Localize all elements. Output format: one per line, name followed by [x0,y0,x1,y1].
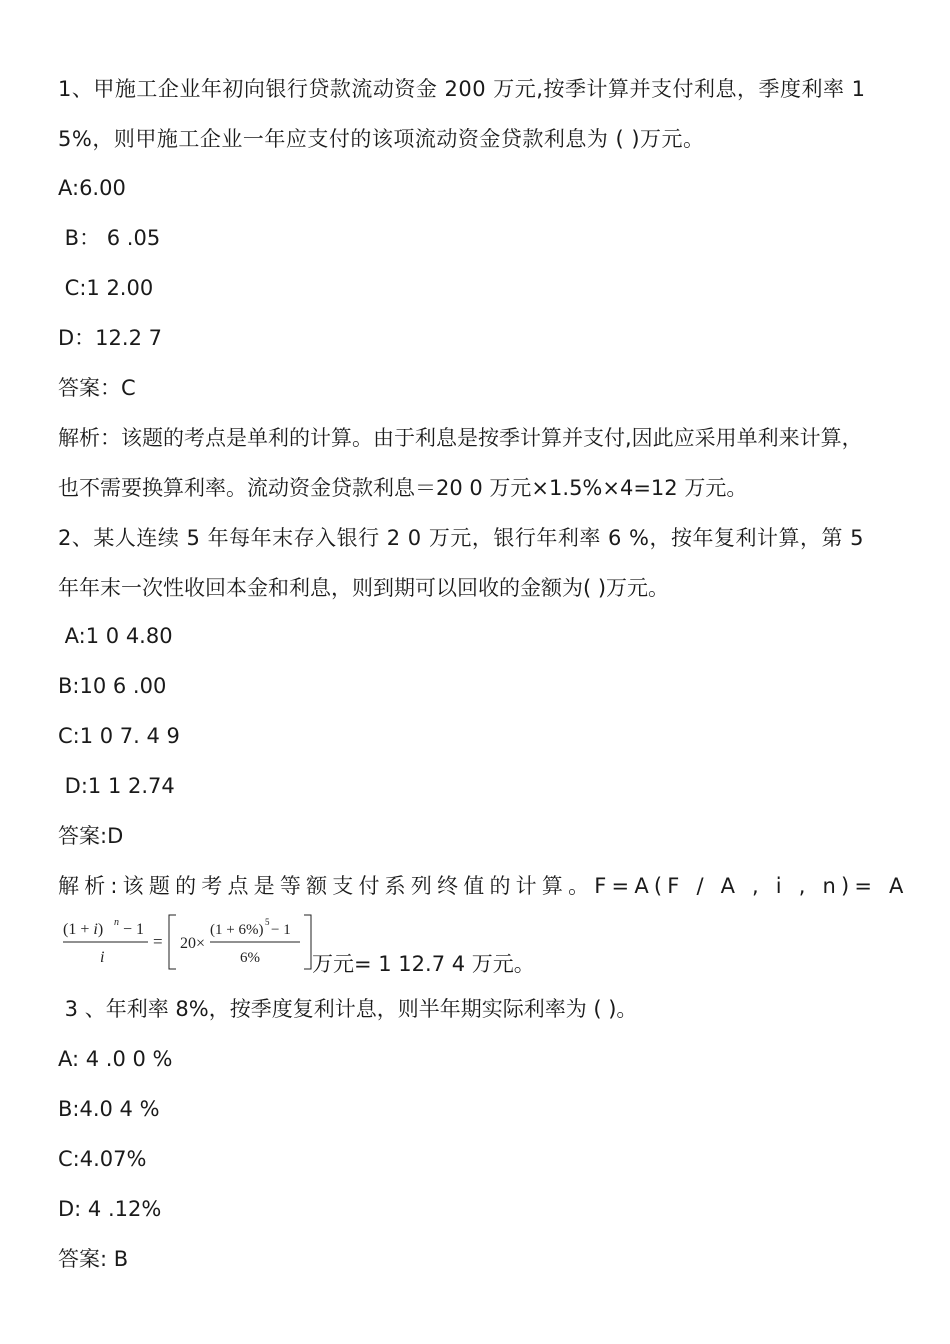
q2-formula-result: 万元= 1 12.7 4 万元。 [312,952,535,976]
q1-option-a: A:6.00 [58,176,126,200]
q2-option-b: B:10 6 .00 [58,674,167,698]
q3-option-c: C:4.07% [58,1147,147,1171]
q1-analysis-line2: 也不需要换算利率。流动资金贷款利息＝20 0 万元×1.5%×4=12 万元。 [58,476,748,500]
q1-stem-line2: 5%，则甲施工企业一年应支付的该项流动资金贷款利息为 ( )万元。 [58,127,705,151]
q2-answer: 答案:D [58,824,124,848]
q3-option-b: B:4.0 4 % [58,1097,160,1121]
annuity-formula-image [60,912,318,972]
svg-text:− 1: − 1 [271,922,291,938]
q2-option-c: C:1 0 7. 4 9 [58,724,180,748]
q2-option-d: D:1 1 2.74 [58,774,175,798]
q1-stem-line1: 1、甲施工企业年初向银行贷款流动资金 200 万元,按季计算并支付利息，季度利率 1 [58,77,866,101]
svg-text:=: = [153,932,163,951]
q2-stem-line2: 年年末一次性收回本金和利息，则到期可以回收的金额为( )万元。 [58,576,670,600]
q1-option-c: C:1 2.00 [58,276,154,300]
q3-answer: 答案: B [58,1247,129,1271]
q2-analysis-line1: 解析:该题的考点是等额支付系列终值的计算。F=A(F / A , i , n)= A [58,874,909,898]
q3-option-a: A: 4 .0 0 % [58,1047,173,1071]
q1-analysis-line1: 解析：该题的考点是单利的计算。由于利息是按季计算并支付,因此应采用单利来计算， [58,426,863,450]
svg-text:20×: 20× [180,935,206,952]
svg-text:n: n [114,917,119,928]
svg-text:5: 5 [265,917,270,927]
q1-answer: 答案：C [58,376,136,400]
svg-text:i: i [100,949,105,966]
svg-text:(1 + 6%): (1 + 6%) [210,922,264,938]
q2-option-a: A:1 0 4.80 [58,624,173,648]
q2-stem-line1: 2、某人连续 5 年每年末存入银行 2 0 万元，银行年利率 6 %，按年复利计算，第 5 [58,526,865,550]
svg-text:(1 + i): (1 + i) [63,921,104,938]
q3-option-d: D: 4 .12% [58,1197,162,1221]
svg-text:6%: 6% [240,950,260,966]
svg-text:− 1: − 1 [123,921,145,938]
q1-option-d: D：12.2 7 [58,326,162,350]
q3-stem: 3 、年利率 8%，按季度复利计息，则半年期实际利率为 ( )。 [58,997,638,1021]
q1-option-b: B： 6 .05 [58,226,161,250]
